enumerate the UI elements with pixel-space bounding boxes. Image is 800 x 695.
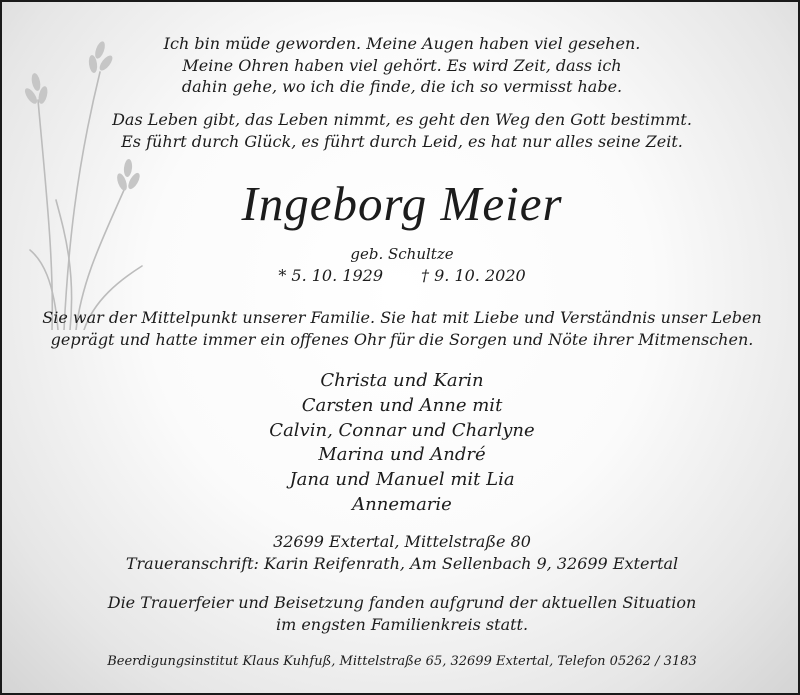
poem-line: Es führt durch Glück, es führt durch Leid, es hat nur alles seine Zeit.	[121, 131, 683, 151]
life-dates	[2, 265, 800, 287]
birth-name: geb. Schultze	[350, 245, 454, 263]
poem-line: Das Leben gibt, das Leben nimmt, es geht den Weg den Gott bestimmt.	[112, 110, 692, 129]
home-address: 32699 Extertal, Mittelstraße 80	[273, 532, 531, 551]
mourner-entry: Jana und Manuel mit Lia	[289, 469, 515, 491]
poem-stanza-2	[2, 109, 800, 152]
poem-stanza-1	[2, 33, 800, 98]
mourners-list	[2, 369, 800, 518]
address-block	[2, 531, 800, 574]
funeral-note-line: Die Trauerfeier und Beisetzung fanden aufgrund der aktuellen Situation	[107, 593, 697, 612]
tribute-line: Sie war der Mittelpunkt unserer Familie. Sie hat mit Liebe und Verständnis unser Leben	[42, 308, 762, 327]
poem-line: Ich bin müde geworden. Meine Augen haben viel gesehen.	[163, 34, 641, 53]
funeral-note	[2, 592, 800, 635]
death-date: † 9. 10. 2020	[421, 266, 526, 285]
poem-line: dahin gehe, wo ich die finde, die ich so vermisst habe.	[181, 77, 623, 96]
mourner-entry: Calvin, Connar und Charlyne	[269, 419, 535, 441]
birth-date: * 5. 10. 1929	[278, 266, 383, 285]
mourning-address: Traueranschrift: Karin Reifenrath, Am Sellenbach 9, 32699 Extertal	[125, 553, 679, 573]
tribute-text	[2, 307, 800, 350]
deceased-name: Ingeborg Meier	[241, 176, 563, 231]
poem-line: Meine Ohren haben viel gehört. Es wird Zeit, dass ich	[182, 55, 622, 75]
undertaker-info: Beerdigungsinstitut Klaus Kuhfuß, Mittelstraße 65, 32699 Extertal, Telefon 05262 / 3183	[107, 654, 697, 669]
mourner-entry: Annemarie	[352, 493, 452, 515]
mourner-entry: Marina und André	[318, 444, 486, 466]
funeral-note-line: im engsten Familienkreis statt.	[275, 614, 529, 634]
tribute-line: geprägt und hatte immer ein offenes Ohr für die Sorgen und Nöte ihrer Mitmenschen.	[50, 329, 754, 349]
mourner-entry: Christa und Karin	[320, 370, 484, 391]
mourner-entry: Carsten und Anne mit	[301, 394, 503, 416]
